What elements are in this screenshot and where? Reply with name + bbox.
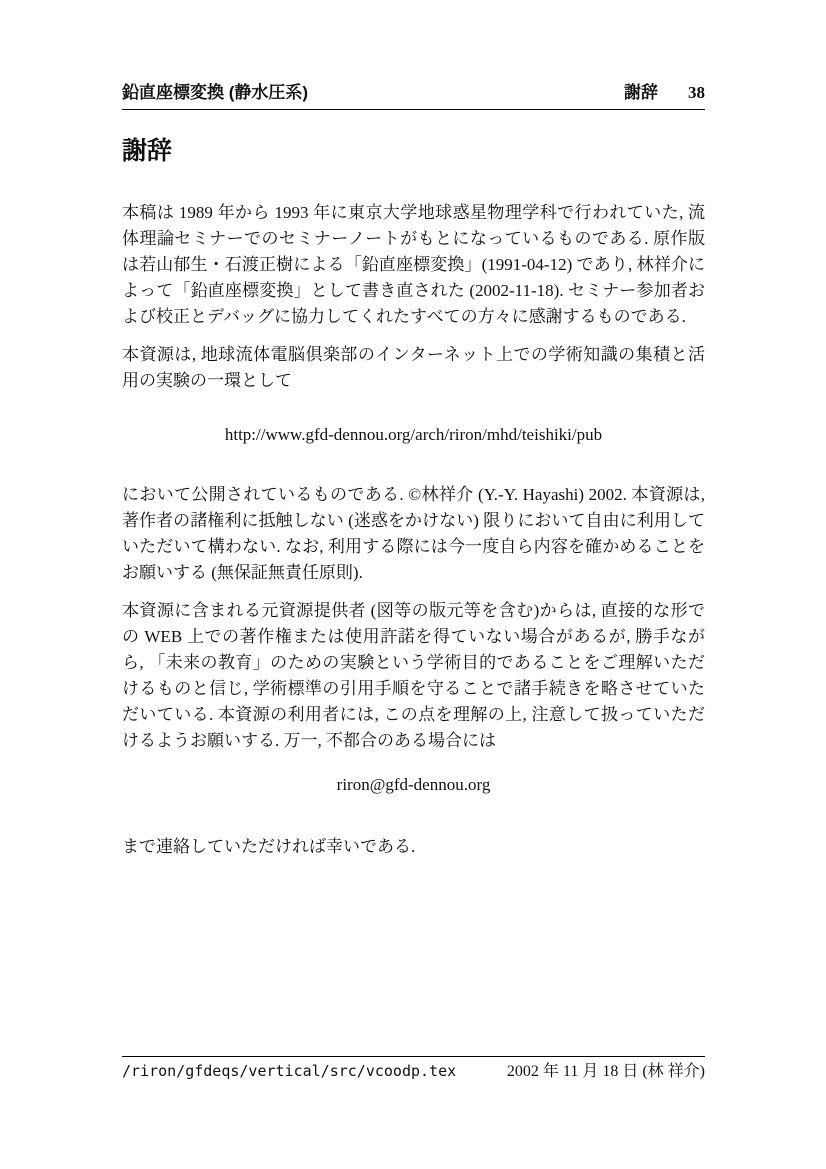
- paragraph-acknowledgment-origin: 本稿は 1989 年から 1993 年に東京大学地球惑星物理学科で行われていた, 流体理論セミナーでのセミナーノートがもとになっているものである. 原作版は若山郁生・石渡正樹による「鉛直座標変換」(1991-04-12) であり, 林祥介によって「鉛直座標変換」として書き直された (2002-11-18). セミナー参加者および校正とデバッグに協力してくれたすべての方々に感謝するものである.: [122, 203, 705, 326]
- header-document-title: 鉛直座標変換 (静水圧系): [122, 83, 309, 102]
- paragraph-resource-intro: 本資源は, 地球流体電脳倶楽部のインターネット上での学術知識の集積と活用の実験の一環として: [122, 345, 705, 390]
- contact-email: riron@gfd-dennou.org: [336, 775, 491, 794]
- paragraph-license-terms: において公開されているものである. ©林祥介 (Y.-Y. Hayashi) 2002. 本資源は, 著作者の諸権利に抵触しない (迷惑をかけない) 限りにおいて自由に利用していただいて構わない. なお, 利用する際には今一度自ら内容を確かめることをお願いする (無保証無責任原則).: [122, 485, 705, 582]
- header-right-group: [624, 84, 705, 103]
- page-footer: [122, 1056, 705, 1083]
- paragraph-copyright-note: 本資源に含まれる元資源提供者 (図等の版元等を含む)からは, 直接的な形での WEB 上での著作権または使用許諾を得ていない場合があるが, 勝手ながら, 「未来の教育」のための実験という学術目的であることをご理解いただけるものと信じ, 学術標準の引用手順を守ることで諸手続きを略させていただいている. 本資源の利用者には, この点を理解の上, 注意して扱っていただけるようお願いする. 万一, 不都合のある場合には: [122, 601, 705, 750]
- document-body: [122, 200, 705, 860]
- page-header: [122, 84, 705, 110]
- header-page-number: 38: [688, 83, 705, 102]
- source-file-path: /riron/gfdeqs/vertical/src/vcoodp.tex: [122, 1062, 457, 1080]
- footer-date-author: 2002 年 11 月 18 日 (林 祥介): [506, 1063, 705, 1080]
- paragraph-closing: まで連絡していただければ幸いである.: [122, 837, 416, 856]
- publication-url: http://www.gfd-dennou.org/arch/riron/mhd/teishiki/pub: [224, 425, 603, 444]
- header-section-label: 謝辞: [624, 83, 658, 102]
- section-title: 謝辞: [122, 137, 173, 165]
